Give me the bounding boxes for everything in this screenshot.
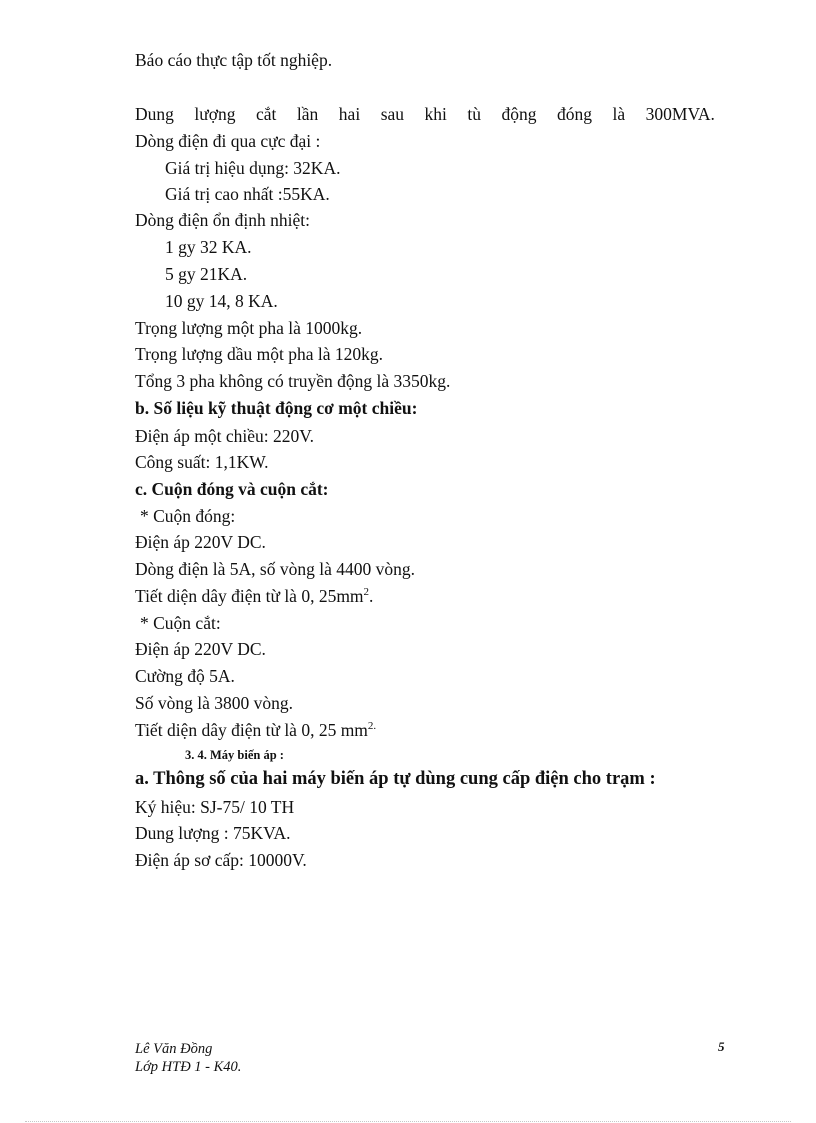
closing-coil-current-turns: Dòng điện là 5A, số vòng là 4400 vòng.	[135, 559, 415, 579]
tripping-coil-wire-area	[135, 720, 376, 740]
peak-current-value: Giá trị cao nhất :55KA.	[165, 184, 330, 204]
effective-current-value: Giá trị hiệu dụng: 32KA.	[165, 158, 341, 178]
closing-wire-tail: .	[369, 586, 374, 606]
footer-class: Lớp HTĐ 1 - K40.	[135, 1059, 242, 1075]
report-title: Báo cáo thực tập tốt nghiệp.	[135, 50, 333, 70]
closing-wire-exponent: 2	[363, 586, 370, 599]
phase-oil-weight: Trọng lượng dầu một pha là 120kg.	[135, 344, 384, 364]
thermal-current-5s: 5 gy 21KA.	[165, 264, 248, 284]
capacity-word: lần	[296, 104, 319, 124]
thermal-current-label: Dòng điện ổn định nhiệt:	[135, 210, 310, 230]
thermal-current-1s: 1 gy 32 KA.	[165, 237, 252, 257]
closing-wire-text: Tiết diện dây điện từ là 0, 25mm	[135, 586, 364, 606]
capacity-word: sau	[380, 104, 405, 124]
transformer-symbol: Ký hiệu: SJ-75/ 10 TH	[135, 797, 295, 817]
tripping-coil-voltage: Điện áp 220V DC.	[135, 639, 266, 659]
tripping-wire-exponent: 2.	[367, 720, 377, 733]
primary-voltage: Điện áp sơ cấp: 10000V.	[135, 850, 307, 870]
max-current-label: Dòng điện đi qua cực đại :	[135, 131, 321, 151]
capacity-word: tù	[467, 104, 482, 124]
capacity-word: Dung	[135, 104, 174, 124]
tripping-wire-text: Tiết diện dây điện từ là 0, 25 mm	[135, 720, 368, 740]
transformer-capacity: Dung lượng : 75KVA.	[135, 823, 291, 843]
capacity-word: 300MVA.	[645, 104, 715, 124]
closing-coil-wire-area	[135, 586, 373, 606]
three-phase-weight: Tổng 3 pha không có truyền động là 3350kg.	[135, 371, 451, 391]
capacity-word: cắt	[256, 104, 277, 124]
phase-weight: Trọng lượng một pha là 1000kg.	[135, 318, 363, 338]
section-b-heading: b. Số liệu kỹ thuật động cơ một chiều:	[135, 398, 418, 418]
motor-power: Công suất: 1,1KW.	[135, 452, 269, 472]
section-a-heading: a. Thông số của hai máy biến áp tự dùng cung cấp điện cho trạm :	[135, 769, 656, 789]
section-c-heading: c. Cuộn đóng và cuộn cắt:	[135, 479, 329, 499]
capacity-word: là	[612, 104, 626, 124]
transformer-subheading: 3. 4. Máy biến áp :	[185, 748, 284, 762]
tripping-coil-heading: * Cuộn cắt:	[140, 613, 221, 633]
page-number: 5	[718, 1039, 725, 1054]
capacity-word: động	[501, 104, 537, 124]
footer-author: Lê Văn Đồng	[135, 1041, 213, 1057]
page-bottom-rule	[25, 1121, 791, 1122]
capacity-word: đóng	[557, 104, 593, 124]
closing-coil-voltage: Điện áp 220V DC.	[135, 532, 266, 552]
breaking-capacity-line	[135, 104, 715, 124]
capacity-word: hai	[338, 104, 361, 124]
tripping-coil-turns: Số vòng là 3800 vòng.	[135, 693, 293, 713]
thermal-current-10s: 10 gy 14, 8 KA.	[165, 291, 278, 311]
closing-coil-heading: * Cuộn đóng:	[140, 506, 236, 526]
capacity-word: lượng	[194, 104, 236, 124]
tripping-coil-current: Cường độ 5A.	[135, 666, 235, 686]
dc-voltage: Điện áp một chiều: 220V.	[135, 426, 315, 446]
capacity-word: khi	[424, 104, 447, 124]
